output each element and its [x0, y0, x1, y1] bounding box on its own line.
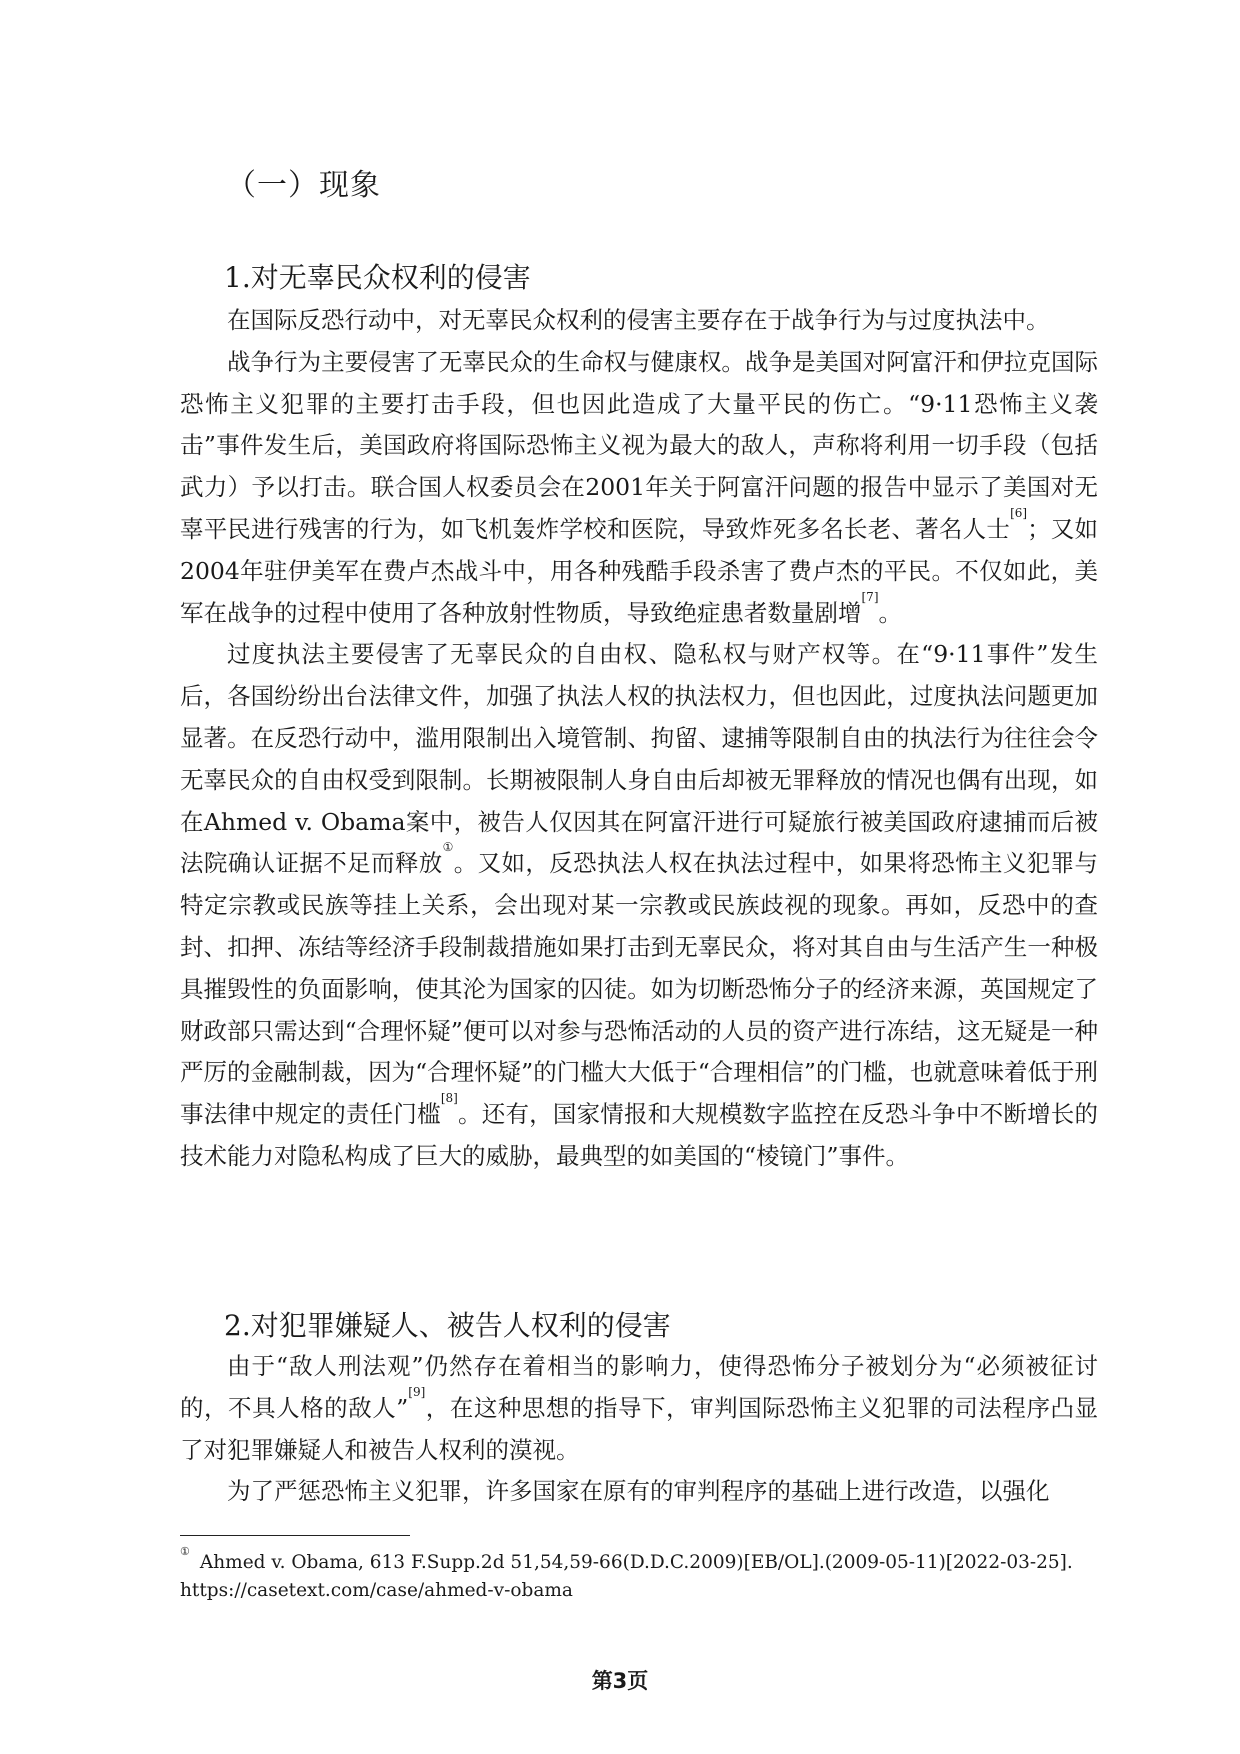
- footnote-marker: ①: [180, 1545, 190, 1558]
- footnote-text: Ahmed v. Obama, 613 F.Supp.2d 51,54,59-66(D.D.C.2009)[EB/OL].(2009-05-11)[2022-03-25].https://casetext.com/case/ahmed-v-obama: [180, 1552, 1073, 1601]
- paragraph-text: 。又如，反恐执法人权在执法过程中，如果将恐怖主义犯罪与特定宗教或民族等挂上关系，会出现对某一宗教或民族歧视的现象。再如，反恐中的查封、扣押、冻结等经济手段制裁措施如果打击到无辜民众，将对其自由与生活产生一种极具摧毁性的负面影响，使其沦为国家的囚徒。如为切断恐怖分子的经济来源，英国规定了财政部只需达到“合理怀疑”便可以对参与恐怖活动的人员的资产进行冻结，这无疑是一种严厉的金融制裁，因为“合理怀疑”的门槛大大低于“合理相信”的门槛，也就意味着低于刑事法律中规定的责任门槛: [180, 849, 1099, 1129]
- paragraph-text: ；又如2004年驻伊美军在费卢杰战斗中，用各种残酷手段杀害了费卢杰的平民。不仅如此，美军在战争的过程中使用了各种放射性物质，导致绝症患者数量剧增: [180, 514, 1099, 627]
- citation-ref: [9]: [408, 1384, 426, 1399]
- paragraph-text: 。还有，国家情报和大规模数字监控在反恐斗争中不断增长的技术能力对隐私构成了巨大的威胁，最典型的如美国的“棱镜门”事件。: [180, 1100, 1099, 1170]
- paragraph: [180, 1346, 1098, 1471]
- paragraph-text: 过度执法主要侵害了无辜民众的自由权、隐私权与财产权等。在“9·11事件”发生后，各国纷纷出台法律文件，加强了执法人权的执法权力，但也因此，过度执法问题更加显著。在反恐行动中，滥用限制出入境管制、拘留、逮捕等限制自由的执法行为往往会令无辜民众的自由权受到限制。长期被限制人身自由后却被无罪释放的情况也偶有出现，如在Ahmed v. Obama案中，被告人仅因其在阿富汗进行可疑旅行被美国政府逮捕而后被法院确认证据不足而释放: [180, 640, 1098, 878]
- paragraph: 为了严惩恐怖主义犯罪，许多国家在原有的审判程序的基础上进行改造，以强化: [227, 1477, 1050, 1506]
- paragraph: 在国际反恐行动中，对无辜民众权利的侵害主要存在于战争行为与过度执法中。: [227, 306, 1050, 334]
- footnote: [180, 1545, 1080, 1605]
- paragraph-text: ，在这种思想的指导下，审判国际恐怖主义犯罪的司法程序凸显了对犯罪嫌疑人和被告人权利的漠视。: [180, 1393, 1099, 1464]
- page-number: 第3页: [591, 1669, 649, 1693]
- paragraph: [180, 634, 1098, 1177]
- paragraph: [180, 342, 1098, 635]
- subsection-body-1: [180, 300, 1098, 1178]
- subsection-heading-1: 1.对无辜民众权利的侵害: [224, 261, 531, 294]
- paragraph-text: 战争行为主要侵害了无辜民众的生命权与健康权。战争是美国对阿富汗和伊拉克国际恐怖主义犯罪的主要打击手段，但也因此造成了大量平民的伤亡。“9·11恐怖主义袭击”事件发生后，美国政府将国际恐怖主义视为最大的敌人，声称将利用一切手段（包括武力）予以打击。联合国人权委员会在2001年关于阿富汗问题的报告中显示了美国对无辜平民进行残害的行为，如飞机轰炸学校和医院，导致炸死多名长老、著名人士: [180, 347, 1098, 543]
- footnote-divider: [180, 1535, 410, 1536]
- paragraph-text: 由于“敌人刑法观”仍然存在着相当的影响力，使得恐怖分子被划分为“必须被征讨的，不具人格的敌人”: [180, 1352, 1098, 1422]
- citation-ref: [7]: [861, 589, 879, 604]
- section-title: （一）现象: [226, 168, 381, 203]
- subsection-body-2: [180, 1346, 1098, 1513]
- paragraph-text: 。: [878, 598, 902, 627]
- citation-ref: [6]: [1010, 505, 1028, 520]
- footnote-ref[interactable]: ①: [442, 840, 454, 855]
- citation-ref: [8]: [440, 1091, 458, 1106]
- subsection-heading-2: 2.对犯罪嫌疑人、被告人权利的侵害: [224, 1309, 671, 1342]
